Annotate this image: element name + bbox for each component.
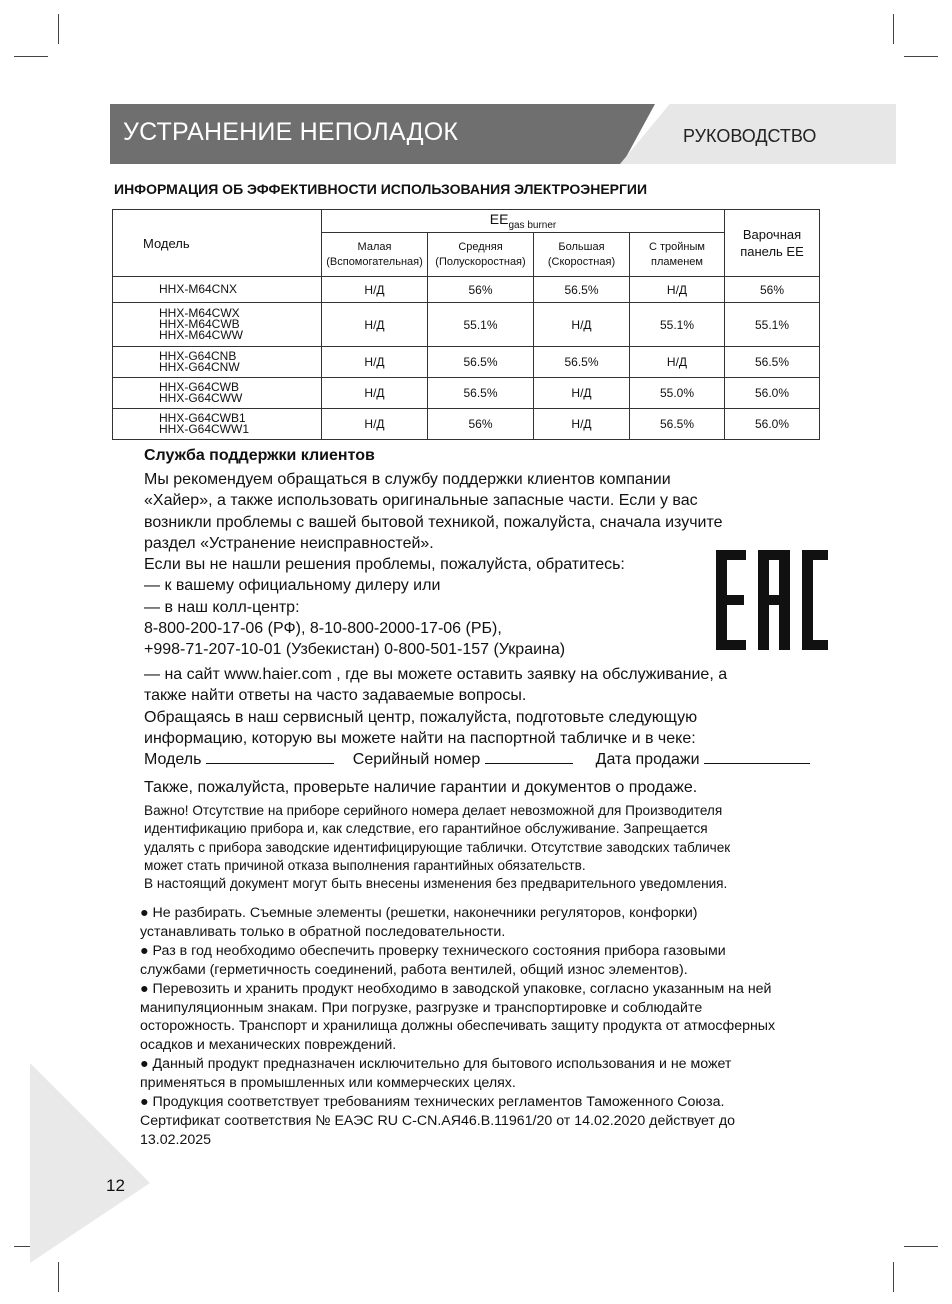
value-cell: 55.1% — [428, 303, 534, 347]
efficiency-heading: ИНФОРМАЦИЯ ОБ ЭФФЕКТИВНОСТИ ИСПОЛЬЗОВАНИЯ ЭЛЕКТРОЭНЕРГИИ — [114, 181, 648, 197]
info-form — [144, 749, 834, 770]
table-row — [113, 277, 820, 303]
value-cell: 56% — [725, 277, 820, 303]
value-cell: Н/Д — [534, 409, 630, 440]
burner-header: Малая (Вспомогательная) — [322, 233, 428, 277]
model-cell: HHX-M64CNX — [113, 277, 322, 303]
model-blank[interactable] — [206, 749, 334, 764]
crop-mark — [14, 56, 48, 57]
guide-label: РУКОВОДСТВО — [683, 126, 817, 146]
text-line: Важно! Отсутствие на приборе серийного номера делает невозможной для Производителя — [144, 803, 723, 818]
phone-line: 8-800-200-17-06 (РФ), 8-10-800-2000-17-06 (РБ), — [144, 620, 502, 638]
value-cell: 56.5% — [534, 277, 630, 303]
value-cell: Н/Д — [322, 303, 428, 347]
value-cell: 55.0% — [630, 378, 725, 409]
value-cell: 56% — [428, 409, 534, 440]
text-line: информацию, которую вы можете найти на паспортной табличке и в чеке: — [144, 729, 696, 747]
value-cell: 55.1% — [725, 303, 820, 347]
burner-header: С тройным пламенем — [630, 233, 725, 277]
value-cell: Н/Д — [322, 409, 428, 440]
phone-line: +998-71-207-10-01 (Узбекистан) 0-800-501-157 (Украина) — [144, 641, 566, 659]
section-title: УСТРАНЕНИЕ НЕПОЛАДОК — [123, 118, 459, 146]
form-date-label: Дата продажи — [595, 751, 700, 768]
text-line: раздел «Устранение неисправностей». — [144, 534, 434, 552]
text-line: Мы рекомендуем обращаться в службу поддержки клиентов компании — [144, 471, 671, 488]
model-cell: HHX-G64CWB HHX-G64CWW — [113, 378, 322, 409]
value-cell: Н/Д — [322, 347, 428, 378]
list-item: ● Перевозить и хранить продукт необходимо в заводской упаковке, согласно указанным на ней манипуляционным знакам. При погрузке, разгрузке и транспортировке и соблюдайте осторожность. Транспорт и хранилища должны обеспечивать защиту продукта от атмосферных осадков и механических повреждений. — [140, 980, 776, 1054]
table-row — [113, 303, 820, 347]
crop-mark — [58, 14, 59, 44]
text-line: возникли проблемы с вашей бытовой техникой, пожалуйста, сначала изучите — [144, 513, 723, 531]
crop-mark — [904, 56, 938, 57]
ee-header: $EE_{gas burner}$ — [322, 210, 725, 233]
value-cell: Н/Д — [534, 378, 630, 409]
text-line: — к вашему официальному дилеру или — [144, 577, 441, 595]
value-cell: 56.0% — [725, 378, 820, 409]
support-title: Служба поддержки клиентов — [144, 447, 375, 464]
model-cell: HHX-G64CNB HHX-G64CNW — [113, 347, 322, 378]
serial-blank[interactable] — [485, 749, 573, 764]
value-cell: Н/Д — [630, 347, 725, 378]
crop-mark — [893, 14, 894, 44]
text-line: — на сайт www.haier.com , где вы можете оставить заявку на обслуживание, а — [144, 666, 728, 683]
text-line: может стать причиной отказа выполнения гарантийных обязательств. — [144, 857, 586, 873]
text-line: также найти ответы на часто задаваемые вопросы. — [144, 687, 527, 705]
text-line: идентификацию прибора и, как следствие, его гарантийное обслуживание. Запрещается — [144, 821, 708, 837]
page-corner-decoration — [30, 1063, 150, 1263]
value-cell: Н/Д — [322, 378, 428, 409]
text-line: Если вы не нашли решения проблемы, пожалуйста, обратитесь: — [144, 556, 625, 574]
model-cell: HHX-M64CWX HHX-M64CWB HHX-M64CWW — [113, 303, 322, 347]
warranty-line: Также, пожалуйста, проверьте наличие гарантии и документов о продаже. — [144, 779, 698, 796]
efficiency-table — [112, 209, 820, 440]
model-header: Модель — [113, 210, 322, 277]
value-cell: 56.5% — [725, 347, 820, 378]
form-model-label: Модель — [144, 751, 202, 768]
important-note — [144, 802, 834, 893]
list-item: ● Раз в год необходимо обеспечить проверку технического состояния прибора газовыми службами (герметичность соединений, работа вентилей, общий износ элементов). — [140, 942, 726, 978]
support-text-2 — [144, 664, 824, 749]
table-row — [113, 347, 820, 378]
page-number: 12 — [106, 1176, 125, 1195]
text-line: «Хайер», а также использовать оригинальные запасные части. Если у вас — [144, 492, 698, 510]
table-row — [113, 378, 820, 409]
value-cell: 56.5% — [630, 409, 725, 440]
form-serial-label: Серийный номер — [352, 751, 481, 768]
text-line: Обращаясь в наш сервисный центр, пожалуйста, подготовьте следующую — [144, 708, 698, 726]
value-cell: Н/Д — [630, 277, 725, 303]
model-cell: HHX-G64CWB1 HHX-G64CWW1 — [113, 409, 322, 440]
value-cell: 56.5% — [428, 347, 534, 378]
value-cell: 55.1% — [630, 303, 725, 347]
list-item: ● Данный продукт предназначен исключительно для бытового использования и не может применяться в промышленных или коммерческих целях. — [140, 1056, 732, 1092]
crop-mark — [904, 1246, 938, 1247]
value-cell: 56.0% — [725, 409, 820, 440]
bullet-list — [140, 904, 865, 1150]
crop-mark — [58, 1262, 59, 1292]
text-line: В настоящий документ могут быть внесены изменения без предварительного уведомления. — [144, 876, 728, 892]
value-cell: 56% — [428, 277, 534, 303]
date-blank[interactable] — [704, 749, 810, 764]
list-item: ● Продукция соответствует требованиям технических регламентов Таможенного Союза. Сертификат соответствия № ЕАЭС RU С-CN.АЯ46.В.11961/20 от 14.02.2020 действует до 13.02.2025 — [140, 1094, 736, 1148]
eac-mark-icon — [716, 550, 828, 650]
burner-header: Средняя (Полускоростная) — [428, 233, 534, 277]
panel-ee-header: Варочная панель EE — [725, 210, 820, 277]
crop-mark — [893, 1262, 894, 1292]
text-line: удалять с прибора заводские идентифицирующие таблички. Отсутствие заводских табличек — [144, 839, 731, 855]
value-cell: 56.5% — [534, 347, 630, 378]
list-item: ● Не разбирать. Съемные элементы (решетки, наконечники регуляторов, конфорки) устанавливать только в обратной последовательности. — [140, 905, 698, 940]
burner-header: Большая (Скоростная) — [534, 233, 630, 277]
value-cell: Н/Д — [322, 277, 428, 303]
table-row — [113, 409, 820, 440]
text-line: — в наш колл-центр: — [144, 598, 300, 616]
value-cell: Н/Д — [534, 303, 630, 347]
value-cell: 56.5% — [428, 378, 534, 409]
